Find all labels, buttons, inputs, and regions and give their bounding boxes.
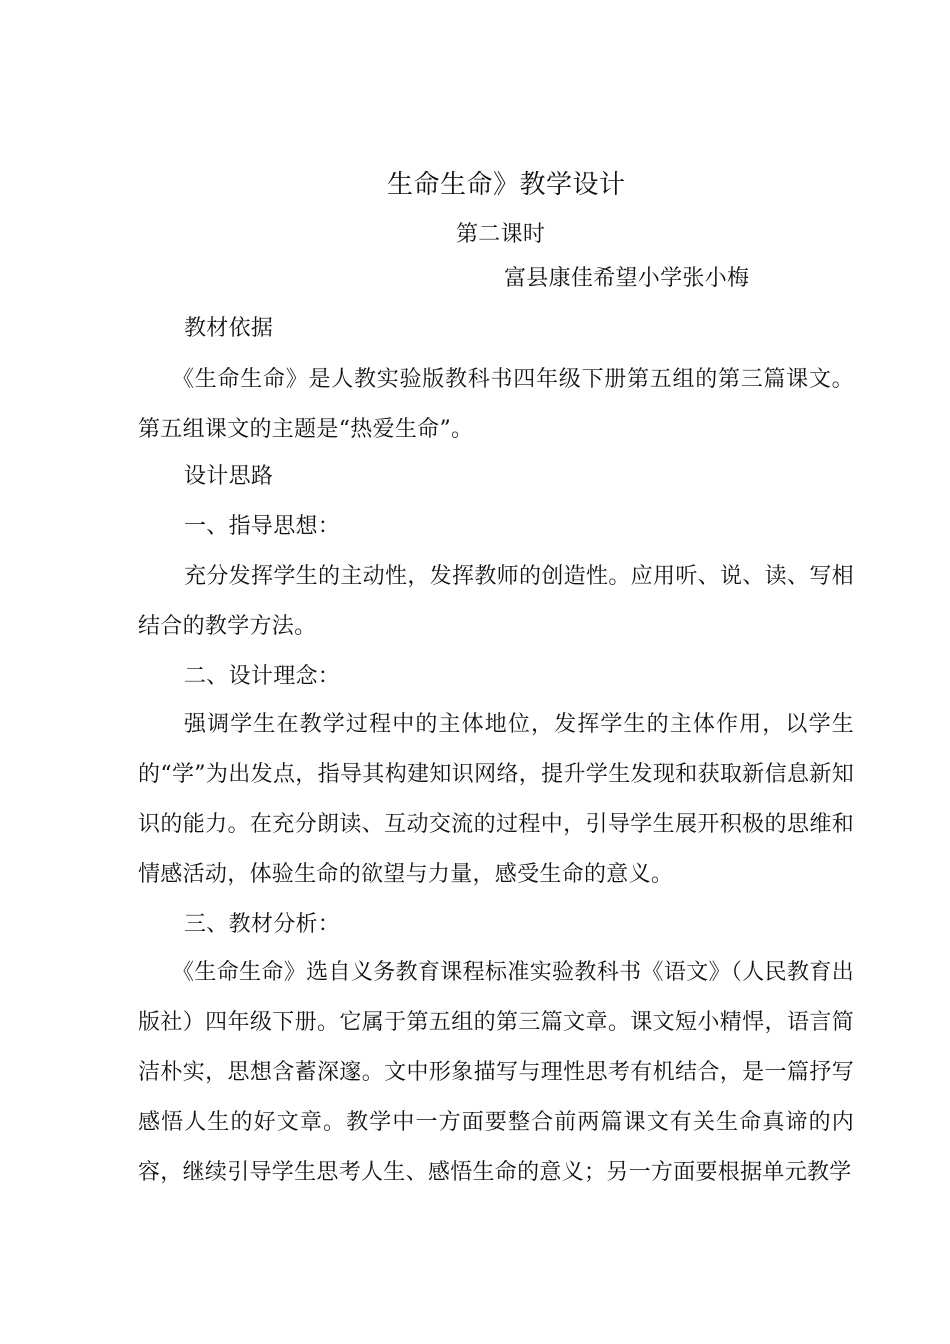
section-heading-design: 设计思路 (184, 464, 274, 489)
author-line: 富县康佳希望小学张小梅 (504, 266, 750, 291)
paragraph-analysis: 《生命生命》选自义务教育课程标准实验教科书《语文》（人民教育出版社）四年级下册。它属于第五组的第三篇文章。课文短小精悍，语言简洁朴实，思想含蓄深邃。文中形象描写与理性思考有机结合，是一篇抒写感悟人生的好文章。教学中一方面要整合前两篇课文有关生命真谛的内容，继续引导学生思考人生、感悟生命的意义；另一方面要根据单元教学 (138, 960, 854, 1185)
document-subtitle: 第二课时 (456, 222, 546, 247)
document-title: 生命生命》教学设计 (387, 170, 626, 200)
paragraph-guiding: 充分发挥学生的主动性，发挥教师的创造性。应用听、说、读、写相结合的教学方法。 (138, 564, 854, 639)
paragraph-basis: 《生命生命》是人教实验版教科书四年级下册第五组的第三篇课文。第五组课文的主题是“热爱生命”。 (138, 367, 854, 442)
section-heading-basis: 教材依据 (184, 316, 274, 341)
section-heading-guiding: 一、指导思想： (184, 514, 341, 539)
section-heading-concept: 二、设计理念： (184, 664, 341, 689)
section-heading-analysis: 三、教材分析： (184, 912, 341, 937)
paragraph-concept: 强调学生在教学过程中的主体地位，发挥学生的主体作用，以学生的“学”为出发点，指导其构建知识网络，提升学生发现和获取新信息新知识的能力。在充分朗读、互动交流的过程中，引导学生展开积极的思维和情感活动，体验生命的欲望与力量，感受生命的意义。 (138, 712, 854, 887)
